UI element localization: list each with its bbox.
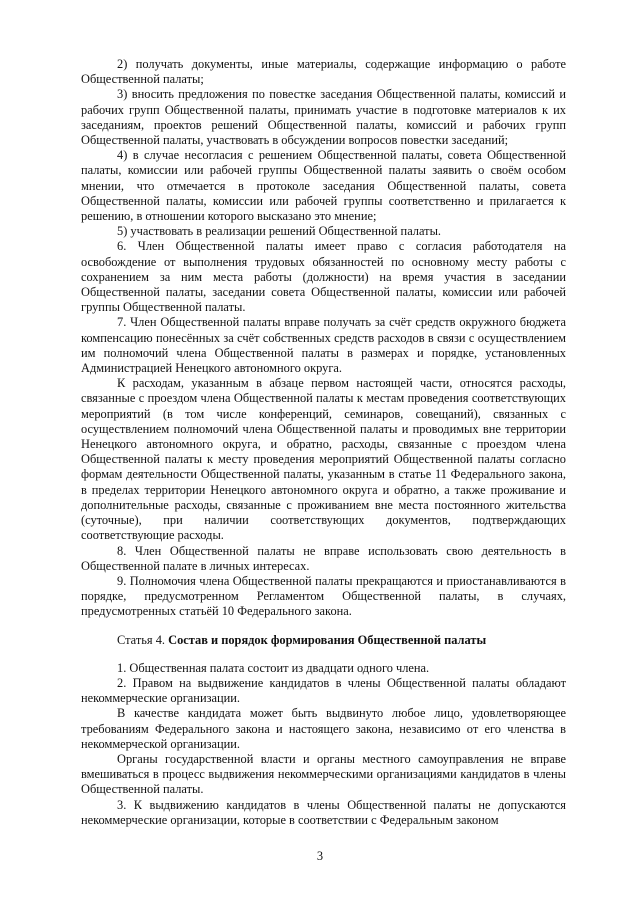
article-heading	[81, 633, 566, 648]
paragraph-art4-part-2: 2. Правом на выдвижение кандидатов в члены Общественной палаты обладают некоммерческие организации.	[81, 675, 566, 706]
page-body	[81, 57, 566, 828]
paragraph-art4-part-3: 3. К выдвижению кандидатов в члены Общественной палаты не допускаются некоммерческие организации, которые в соответствии с Федеральным законом	[81, 797, 566, 827]
section-spacer	[81, 648, 566, 661]
article-number: Статья 4.	[117, 632, 166, 647]
paragraph-expenses: К расходам, указанным в абзаце первом настоящей части, относятся расходы, связанные с проездом члена Общественной палаты к местам проведения соответствующих мероприятий (в том числе конференций, семинаров, совещаний), связанных с осуществлением полномочий члена Общественной палаты и проводимых вне территории Ненецкого автономного округа, и обратно, расходы, связанные с проездом члена Общественной палаты к месту проведения мероприятий Общественной палаты согласно формам деятельности Общественной палаты, указанным в статье 11 Федерального закона, в пределах территории Ненецкого автономного округа и обратно, а также проживание и дополнительные расходы, связанные с проживанием вне места постоянного жительства (суточные), при наличии соответствующих документов, подтверждающих соответствующие расходы.	[81, 376, 566, 543]
section-spacer	[81, 620, 566, 633]
page-number: 3	[316, 849, 324, 863]
paragraph-art4-authorities: Органы государственной власти и органы местного самоуправления не вправе вмешиваться в процесс выдвижения некоммерческими организациями кандидатов в члены Общественной палаты.	[81, 751, 566, 797]
paragraph-part-7: 7. Член Общественной палаты вправе получать за счёт средств окружного бюджета компенсацию понесённых за счёт собственных средств расходов в связи с осуществлением им полномочий члена Общественной палаты в размерах и порядке, установленных Администрацией Ненецкого автономного округа.	[81, 315, 566, 376]
paragraph-art4-part-1: 1. Общественная палата состоит из двадцати одного члена.	[117, 660, 430, 675]
paragraph-art4-candidate: В качестве кандидата может быть выдвинуто любое лицо, удовлетворяющее требованиям Федерального закона и настоящего закона, независимо от его членства в некоммерческой организации.	[81, 706, 566, 751]
paragraph-item-2: 2) получать документы, иные материалы, содержащие информацию о работе Общественной палаты;	[81, 57, 566, 87]
paragraph-item-4: 4) в случае несогласия с решением Общественной палаты, совета Общественной палаты, комиссии или рабочей группы Общественной палаты заявить о своём особом мнении, что отмечается в протоколе заседания Общественной палаты, совета Общественной палаты, комиссии или рабочей группы соответственно и прилагается к решению, в отношении которого высказано это мнение;	[81, 148, 566, 224]
paragraph-item-3: 3) вносить предложения по повестке заседания Общественной палаты, комиссий и рабочих групп Общественной палаты, принимать участие в подготовке материалов к их заседаниям, проектов решений Общественной палаты, комиссий и рабочих групп Общественной палаты, участвовать в обсуждении вопросов повестки заседаний;	[81, 87, 566, 148]
article-title: Состав и порядок формирования Общественной палаты	[168, 632, 487, 647]
paragraph-item-5: 5) участвовать в реализации решений Общественной палаты.	[117, 224, 441, 239]
paragraph-part-9: 9. Полномочия члена Общественной палаты прекращаются и приостанавливаются в порядке, предусмотренном Регламентом Общественной палаты, в случаях, предусмотренных статьёй 10 Федерального закона.	[81, 573, 566, 619]
paragraph-part-6: 6. Член Общественной палаты имеет право с согласия работодателя на освобождение от выполнения трудовых обязанностей по основному месту работы с сохранением за ним места работы (должности) на время участия в заседании Общественной палаты, заседании совета Общественной палаты, комиссии или рабочей группы Общественной палаты.	[81, 239, 566, 315]
paragraph-part-8: 8. Член Общественной палаты не вправе использовать свою деятельность в Общественной палате в личных интересах.	[81, 543, 566, 573]
